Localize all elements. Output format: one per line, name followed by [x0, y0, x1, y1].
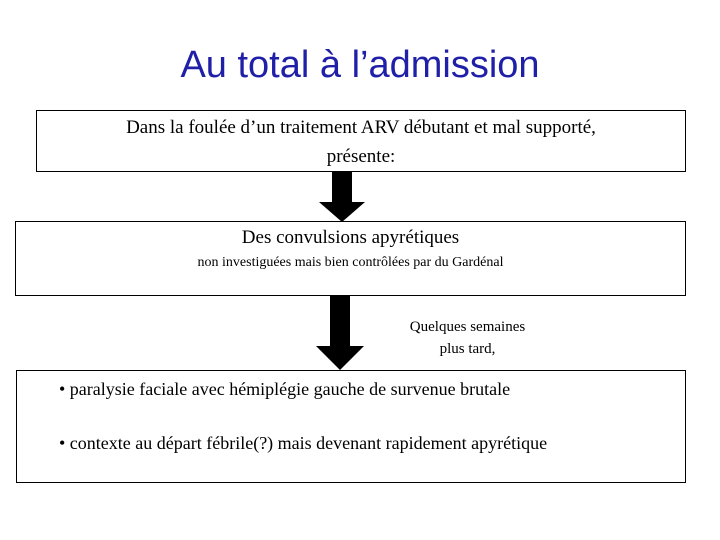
- finding-bullet: • contexte au départ fébrile(?) mais devenant rapidement apyrétique: [59, 433, 548, 453]
- timing-note: [385, 316, 550, 360]
- convulsions-detail: non investiguées mais bien contrôlées par du Gardénal: [197, 255, 504, 270]
- down-arrow-icon: [314, 296, 366, 372]
- down-arrow-icon: [317, 170, 367, 224]
- context-line: Dans la foulée d’un traitement ARV débutant et mal supporté,: [126, 117, 596, 138]
- context-text: [37, 113, 685, 171]
- convulsions-box: [15, 221, 686, 296]
- finding-bullet: • paralysie faciale avec hémiplégie gauche de survenue brutale: [59, 379, 511, 399]
- timing-line: plus tard,: [439, 341, 496, 357]
- slide-title: Au total à l’admission: [180, 44, 540, 86]
- context-box: [36, 110, 686, 172]
- context-line: présente:: [326, 146, 396, 167]
- findings-box: [16, 370, 686, 483]
- timing-line: Quelques semaines: [409, 319, 526, 335]
- convulsions-heading: Des convulsions apyrétiques: [241, 227, 460, 248]
